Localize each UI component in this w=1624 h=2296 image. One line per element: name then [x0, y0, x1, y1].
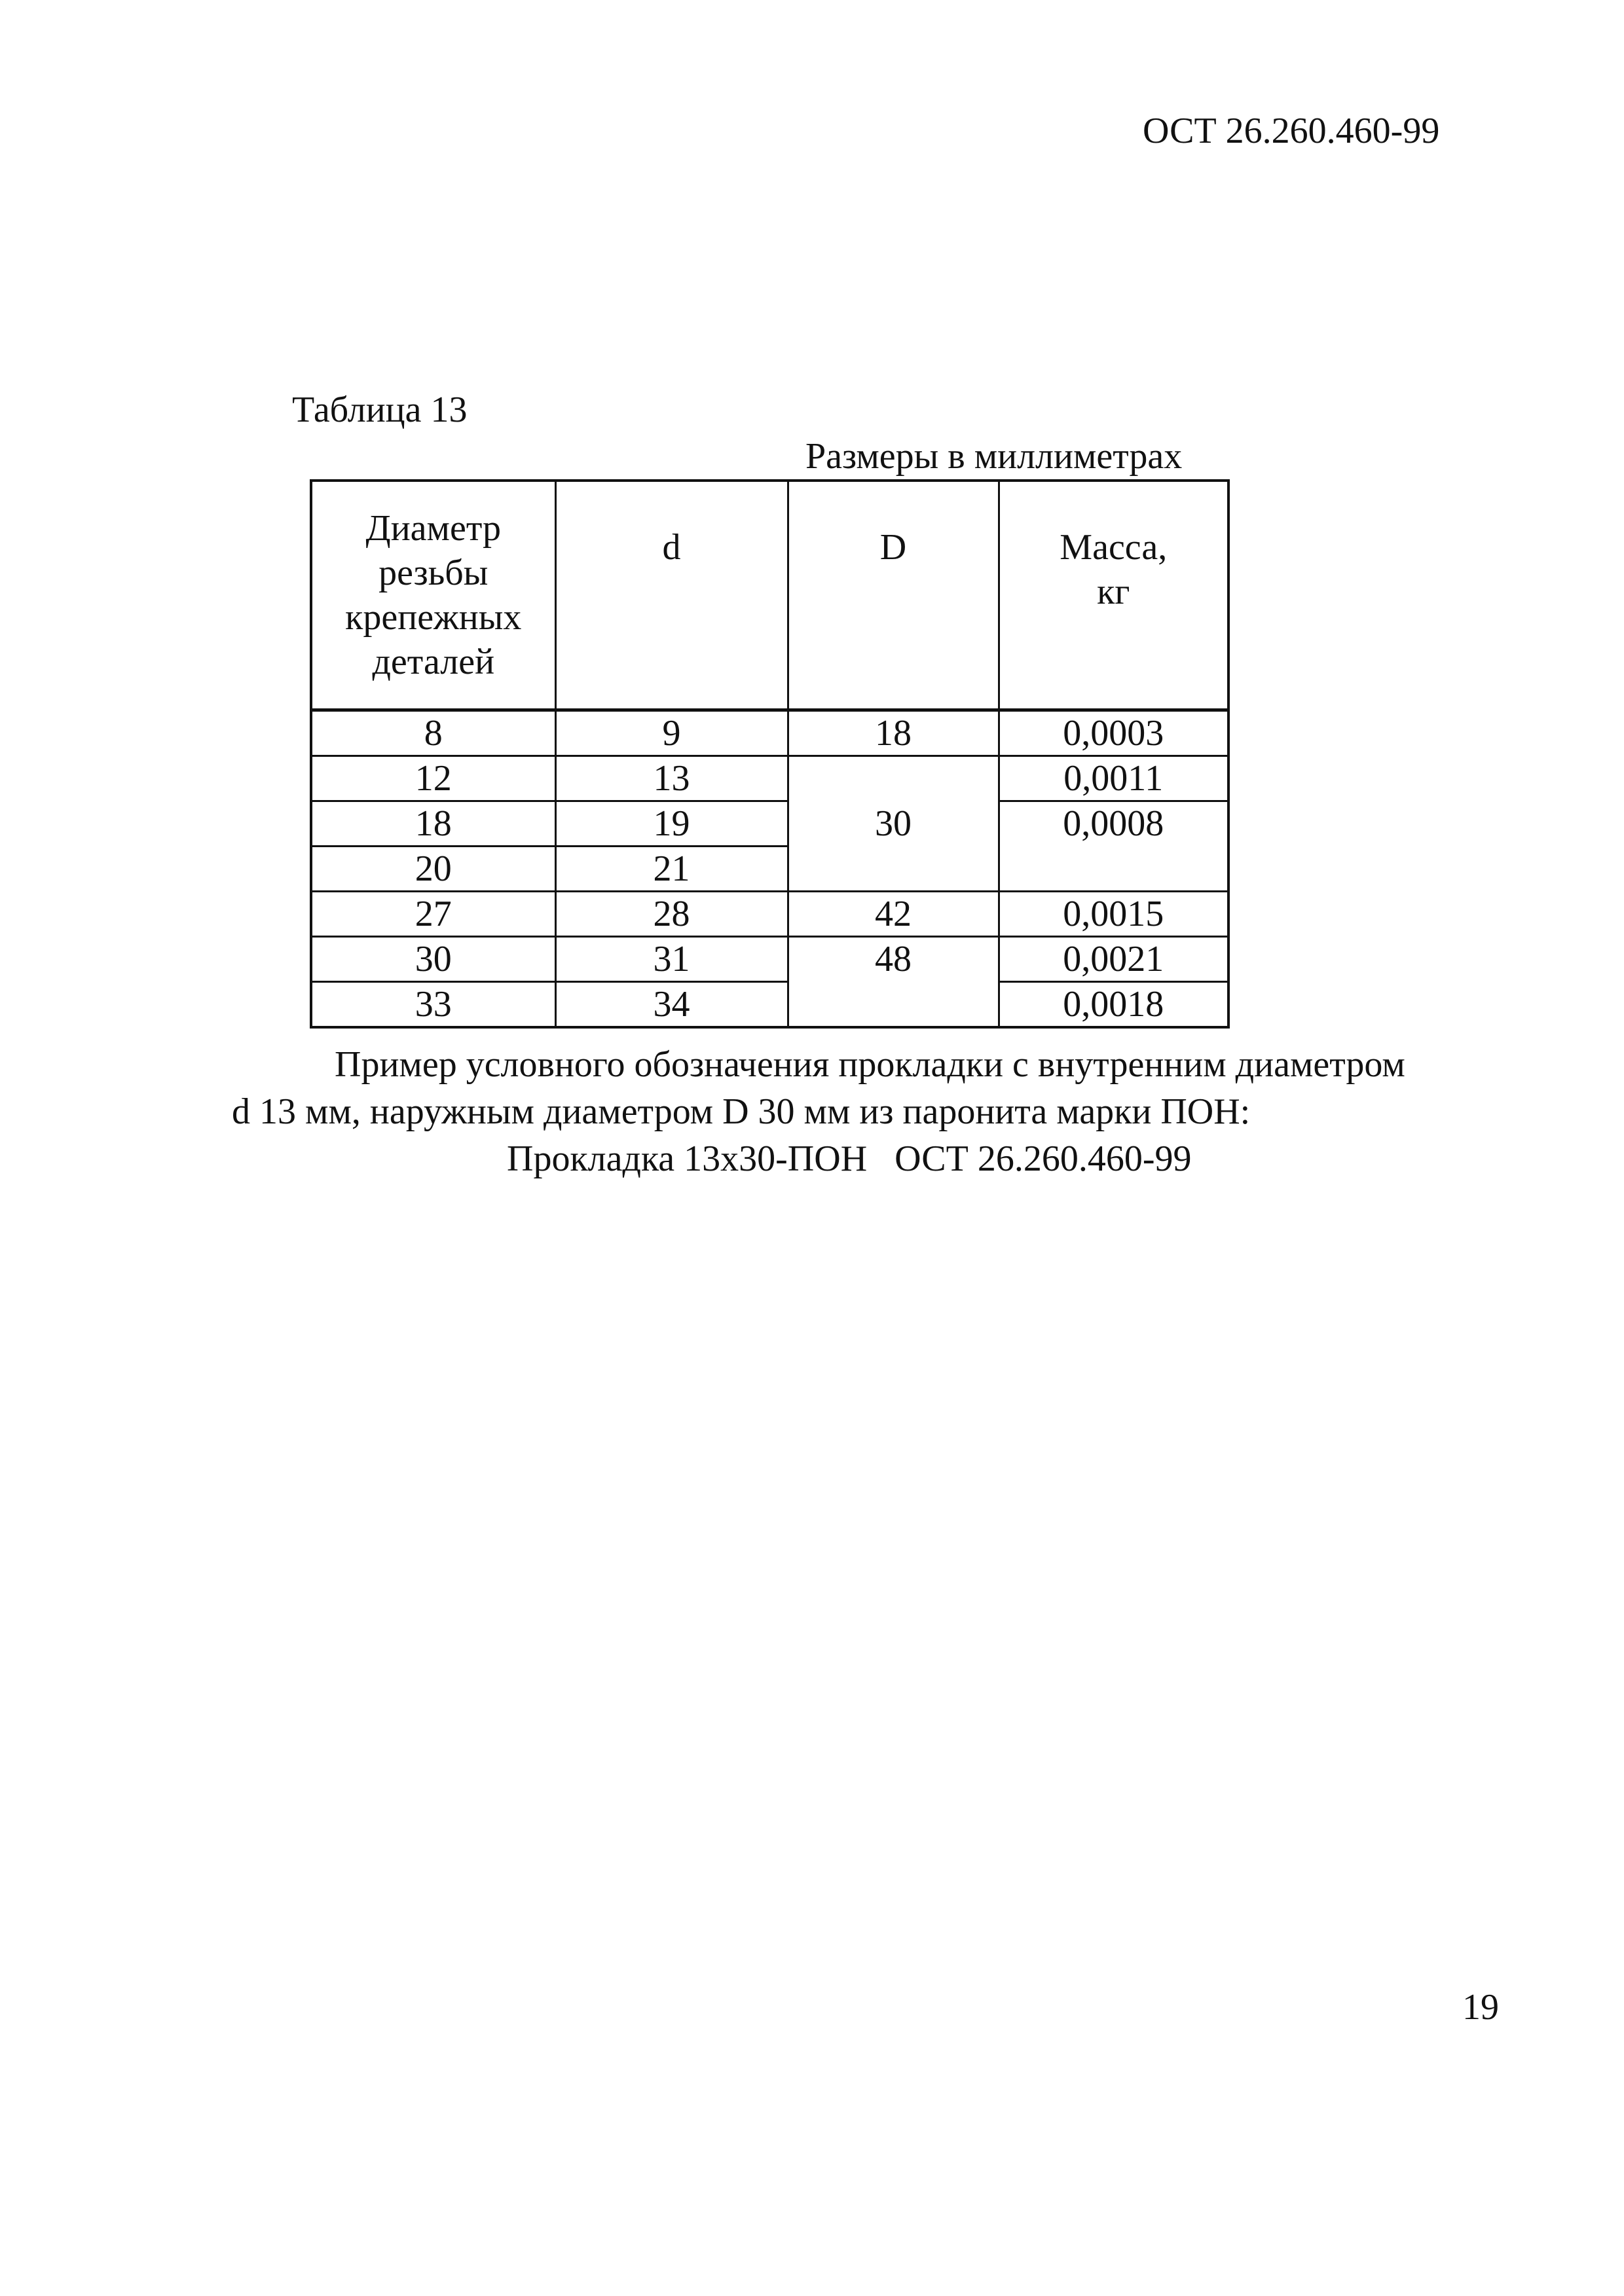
cell-d: 34 — [555, 982, 788, 1028]
cell-d: 13 — [555, 756, 788, 801]
example-designation: Прокладка 13х30-ПОН ОСТ 26.260.460-99 — [507, 1139, 1192, 1179]
cell-D: 18 — [788, 710, 999, 756]
cell-d: 19 — [555, 801, 788, 847]
table-caption: Таблица 13 — [292, 390, 468, 430]
table-row — [311, 892, 1228, 937]
cell-mass: 0,0018 — [999, 982, 1228, 1028]
header-outer-diameter: D — [788, 481, 999, 710]
header-mass — [999, 481, 1228, 710]
header-thread-line: деталей — [372, 642, 495, 682]
cell-d: 31 — [555, 937, 788, 982]
cell-mass: 0,0021 — [999, 937, 1228, 982]
example-text-line: d 13 мм, наружным диаметром D 30 мм из паронита марки ПОН: — [232, 1091, 1251, 1132]
units-note: Размеры в миллиметрах — [805, 436, 1183, 477]
cell-mass-merged: 0,0008 — [999, 801, 1228, 892]
cell-D: 42 — [788, 892, 999, 937]
example-text-line: Пример условного обозначения прокладки с внутренним диаметром — [335, 1044, 1405, 1085]
table-row — [311, 756, 1228, 801]
cell-mass: 0,0003 — [999, 710, 1228, 756]
cell-d: 9 — [555, 710, 788, 756]
table-row — [311, 937, 1228, 982]
header-thread-line: крепежных — [345, 597, 522, 638]
page-number: 19 — [1462, 1987, 1499, 2028]
dimensions-table — [310, 479, 1230, 1029]
cell-thread: 33 — [311, 982, 555, 1028]
cell-mass: 0,0015 — [999, 892, 1228, 937]
cell-thread: 18 — [311, 801, 555, 847]
cell-mass: 0,0011 — [999, 756, 1228, 801]
header-thread-line: Диаметр — [365, 508, 501, 549]
cell-thread: 8 — [311, 710, 555, 756]
table-header-row — [311, 481, 1228, 710]
table-row — [311, 801, 1228, 847]
cell-thread: 30 — [311, 937, 555, 982]
cell-d: 28 — [555, 892, 788, 937]
document-code: ОСТ 26.260.460-99 — [1143, 111, 1440, 151]
header-mass-line: Масса, — [1060, 527, 1168, 568]
cell-thread: 12 — [311, 756, 555, 801]
header-mass-line: кг — [1097, 572, 1130, 612]
header-inner-diameter: d — [555, 481, 788, 710]
table-row — [311, 710, 1228, 756]
cell-thread: 27 — [311, 892, 555, 937]
header-thread-line: резьбы — [378, 553, 489, 593]
cell-D-merged: 48 — [788, 937, 999, 1028]
table-row — [311, 982, 1228, 1028]
cell-d: 21 — [555, 847, 788, 892]
cell-thread: 20 — [311, 847, 555, 892]
cell-D-merged: 30 — [788, 756, 999, 892]
header-thread-diameter — [311, 481, 555, 710]
